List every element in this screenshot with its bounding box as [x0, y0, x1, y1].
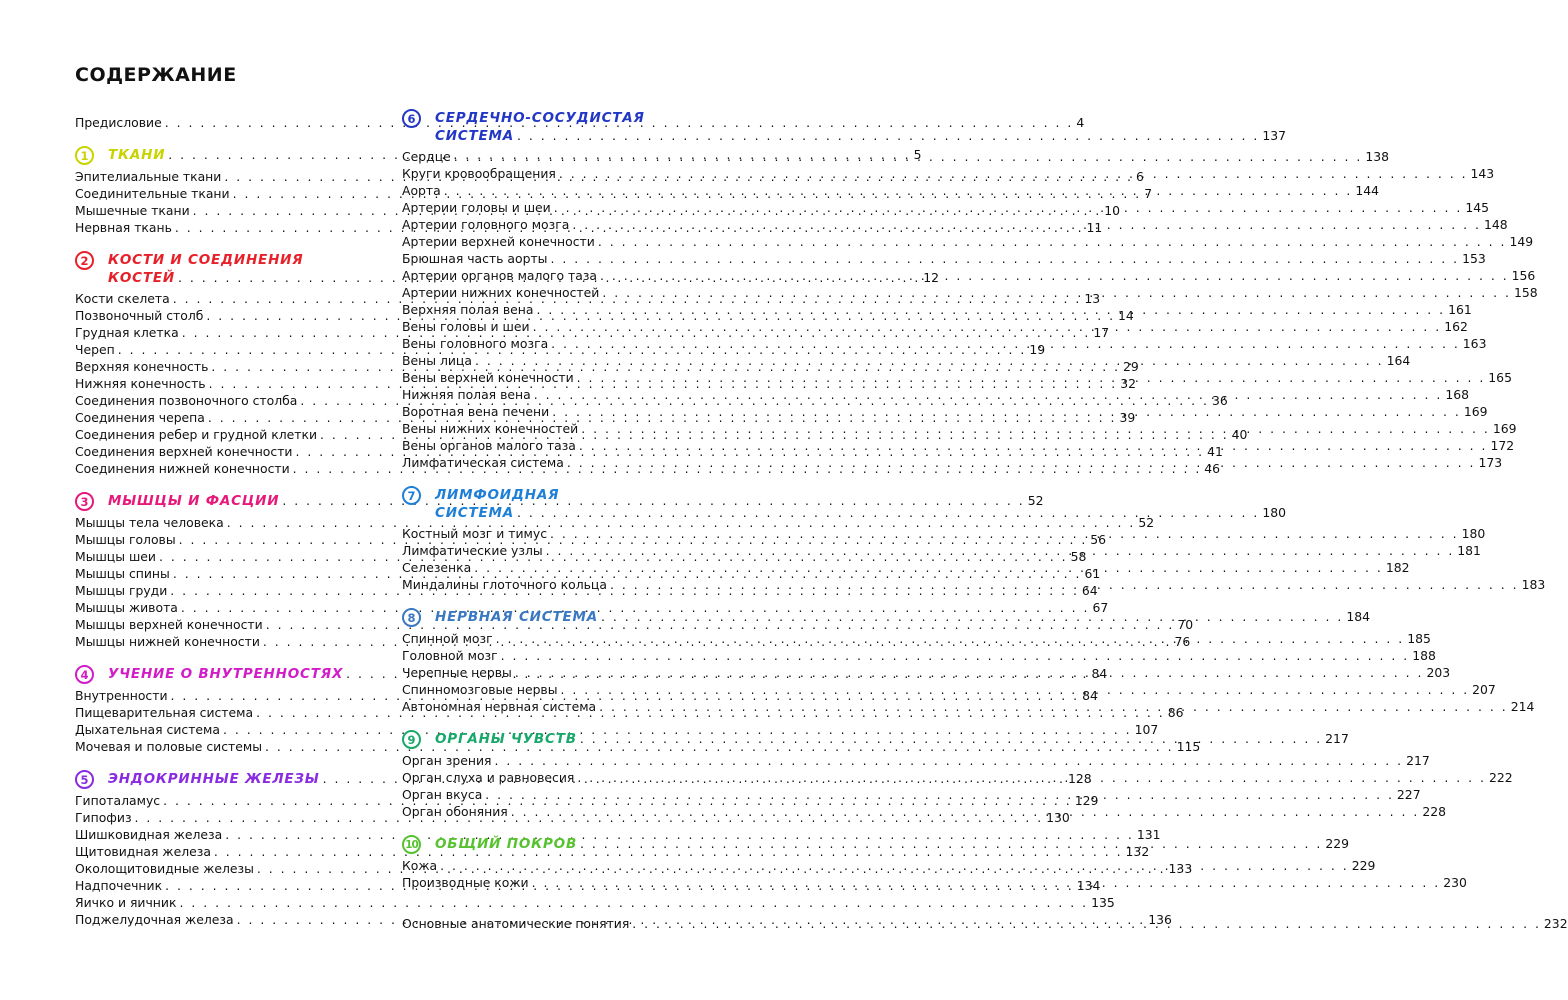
section-title: УЧЕНИЕ О ВНУТРЕННОСТЯХ — [108, 666, 344, 682]
entry-label: Нижняя полая вена — [402, 387, 531, 402]
entry-label: Нижняя конечность — [75, 376, 206, 391]
entry-label: Вены верхней конечности — [402, 370, 574, 385]
entry-label: Спинной мозг — [402, 631, 493, 646]
entry-label: Вены лица — [402, 353, 472, 368]
entry-label: Мышечные ткани — [75, 203, 190, 218]
entry-label: Мышцы шеи — [75, 549, 156, 564]
section-heading-line — [435, 109, 1286, 127]
entry-page: 227 — [1396, 787, 1421, 802]
section-heading-line — [435, 835, 1349, 853]
entry-page: 182 — [1385, 560, 1410, 575]
dot-leader — [536, 301, 1445, 318]
section-header[interactable] — [402, 109, 1287, 145]
entry-page: 232 — [1543, 916, 1568, 931]
entry-label: Вены головы и шеи — [402, 319, 530, 334]
entry-page: 188 — [1412, 648, 1436, 663]
entry-page: 61 — [1084, 566, 1101, 581]
section-heading-line — [435, 730, 1349, 748]
dot-leader — [444, 182, 1353, 199]
dot-leader — [599, 698, 1508, 715]
entry-page: 129 — [1074, 793, 1099, 808]
entry-label: Головной мозг — [402, 648, 498, 663]
dot-leader — [550, 525, 1459, 542]
entry-label: Надпочечник — [75, 878, 163, 893]
toc-entry[interactable] — [75, 514, 1155, 531]
entry-page: 56 — [1090, 532, 1107, 547]
entry-page: 145 — [1465, 200, 1489, 215]
entry-label: Черепные нервы — [402, 665, 512, 680]
dot-leader — [440, 857, 1349, 874]
entry-label: Спинномозговые нервы — [402, 682, 558, 697]
entry-page: 144 — [1355, 183, 1380, 198]
entry-label: Эпителиальные ткани — [75, 169, 222, 184]
section-page: 84 — [1091, 666, 1108, 681]
dot-leader — [554, 199, 1463, 216]
entry-page: 76 — [1174, 634, 1191, 649]
entry-label: Мышцы спины — [75, 566, 170, 581]
entry-label: Соединения позвоночного столба — [75, 393, 298, 408]
entry-label: Производные кожи — [402, 875, 529, 890]
entry-label: Орган вкуса — [402, 787, 483, 802]
entry-label: Внутренности — [75, 688, 168, 703]
entry-label: Верхняя конечность — [75, 359, 209, 374]
entry-label: Миндалины глоточного кольца — [402, 577, 607, 592]
entry-page: 162 — [1444, 319, 1468, 334]
entry-label: Череп — [75, 342, 115, 357]
section-title: ЛИМФОИДНАЯ — [435, 487, 560, 503]
entry-label: Мышцы живота — [75, 600, 178, 615]
entry-page: 64 — [1081, 583, 1098, 598]
toc-entry[interactable] — [75, 599, 1109, 616]
entry-page: 169 — [1463, 404, 1488, 419]
section-heading — [435, 835, 1349, 853]
toc-entry[interactable] — [402, 148, 1390, 165]
section-number-badge: 3 — [75, 492, 94, 511]
entry-label: Артерии головы и шеи — [402, 200, 551, 215]
entry-label: Грудная клетка — [75, 325, 179, 340]
section-title: КОСТИ И СОЕДИНЕНИЯ — [108, 252, 304, 268]
section-title: КОСТЕЙ — [108, 270, 175, 286]
entry-label: Орган зрения — [402, 753, 492, 768]
entry-label: Нервная ткань — [75, 220, 172, 235]
entry-label: Соединения нижней конечности — [75, 461, 290, 476]
entry-page: 13 — [1084, 291, 1101, 306]
entry-page: 52 — [1138, 515, 1155, 530]
entry-label: Артерии органов малого таза — [402, 268, 598, 283]
dot-leader — [496, 630, 1405, 647]
entry-page: 138 — [1365, 149, 1390, 164]
entry-page: 46 — [1204, 461, 1221, 476]
entry-page: 10 — [1104, 203, 1121, 218]
entry-label: Артерии нижних конечностей — [402, 285, 600, 300]
entry-page: 11 — [1086, 220, 1103, 235]
dot-leader — [581, 420, 1490, 437]
section-title: СИСТЕМА — [435, 128, 515, 144]
section-heading — [435, 486, 1286, 522]
entry-page: 17 — [1093, 325, 1110, 340]
dot-leader — [561, 681, 1470, 698]
section-title: МЫШЦЫ И ФАСЦИИ — [108, 493, 280, 509]
entry-label: Кожа — [402, 858, 438, 873]
entry-label: Мышцы верхней конечности — [75, 617, 263, 632]
entry-page: 217 — [1406, 753, 1430, 768]
dot-leader — [577, 769, 1486, 786]
section-title: ОБЩИЙ ПОКРОВ — [435, 836, 578, 852]
entry-label: Мочевая и половые системы — [75, 739, 262, 754]
toc-entry[interactable] — [402, 250, 1486, 267]
entry-label: Щитовидная железа — [75, 844, 211, 859]
entry-page: 172 — [1490, 438, 1515, 453]
entry-page: 158 — [1513, 285, 1538, 300]
dot-leader — [454, 148, 1363, 165]
entry-page: 143 — [1470, 166, 1495, 181]
entry-label: Селезенка — [402, 560, 472, 575]
entry-label: Орган обоняния — [402, 804, 508, 819]
entry-page: 181 — [1457, 543, 1481, 558]
entry-page: 207 — [1472, 682, 1496, 697]
section-number-badge: 9 — [402, 730, 421, 749]
entry-label: Мышцы груди — [75, 583, 168, 598]
section-page: 217 — [1325, 731, 1349, 746]
section-page: 128 — [1067, 771, 1092, 786]
dot-leader — [580, 730, 1322, 748]
entry-label: Мышцы тела человека — [75, 515, 224, 530]
dot-leader — [580, 835, 1322, 853]
entry-label: Шишковидная железа — [75, 827, 223, 842]
section-title: ТКАНИ — [108, 147, 166, 163]
section-number-badge: 1 — [75, 146, 94, 165]
entry-page: 185 — [1407, 631, 1431, 646]
section-title: СЕРДЕЧНО-СОСУДИСТАЯ — [435, 110, 645, 126]
entry-page: 133 — [1168, 861, 1193, 876]
entry-page: 29 — [1123, 359, 1139, 374]
entry-label: Аорта — [402, 183, 441, 198]
dot-leader — [552, 403, 1461, 420]
entry-page: 203 — [1426, 665, 1451, 680]
section-number-badge: 10 — [402, 835, 421, 854]
section-number-badge: 8 — [402, 608, 421, 627]
section-heading — [435, 109, 1286, 145]
section-title: ЭНДОКРИННЫЕ ЖЕЛЕЗЫ — [108, 771, 320, 787]
entry-label: Брюшная часть аорты — [402, 251, 548, 266]
entry-label: Соединения ребер и грудной клетки — [75, 427, 318, 442]
entry-label: Соединения верхней конечности — [75, 444, 293, 459]
entry-page: 132 — [1125, 844, 1150, 859]
entry-page: 136 — [1148, 912, 1172, 927]
section-title: ОРГАНЫ ЧУВСТВ — [435, 731, 577, 747]
entry-label: Мышцы нижней конечности — [75, 634, 260, 649]
section-title: СИСТЕМА — [435, 505, 515, 521]
entry-page: 161 — [1448, 302, 1472, 317]
section-title: НЕРВНАЯ СИСТЕМА — [435, 609, 598, 625]
entry-page: 148 — [1483, 217, 1508, 232]
entry-page: 39 — [1119, 410, 1136, 425]
section-number-badge: 2 — [75, 251, 94, 270]
dot-leader — [632, 915, 1541, 932]
section-page: 184 — [1346, 609, 1370, 624]
dot-leader — [494, 752, 1403, 769]
toc-entry[interactable] — [402, 752, 1430, 769]
toc-entry[interactable] — [402, 647, 1436, 664]
dot-leader — [515, 664, 1424, 681]
dot-leader — [551, 335, 1460, 352]
entry-page: 228 — [1422, 804, 1447, 819]
entry-label: Соединения черепа — [75, 410, 205, 425]
entry-page: 156 — [1511, 268, 1536, 283]
entry-page: 134 — [1076, 878, 1101, 893]
entry-page: 153 — [1462, 251, 1486, 266]
entry-label: Верхняя полая вена — [402, 302, 534, 317]
entry-label: Вены нижних конечностей — [402, 421, 579, 436]
entry-page: 130 — [1046, 810, 1070, 825]
section-number-badge: 6 — [402, 109, 421, 128]
entry-page: 214 — [1510, 699, 1535, 714]
entry-label: Кости скелета — [75, 291, 170, 306]
entry-page: 164 — [1386, 353, 1411, 368]
entry-page: 7 — [1144, 186, 1153, 201]
entry-page: 173 — [1478, 455, 1503, 470]
entry-page: 230 — [1443, 875, 1467, 890]
entry-page: 135 — [1091, 895, 1115, 910]
dot-leader — [532, 874, 1441, 891]
dot-leader — [501, 647, 1410, 664]
entry-page: 107 — [1134, 722, 1159, 737]
entry-label: Соединительные ткани — [75, 186, 230, 201]
entry-page: 222 — [1489, 770, 1513, 785]
section-page: 229 — [1325, 836, 1350, 851]
entry-label: Лимфатическая система — [402, 455, 564, 470]
entry-label: Артерии верхней конечности — [402, 234, 595, 249]
dot-leader — [550, 250, 1459, 267]
entry-page: 19 — [1029, 342, 1046, 357]
entry-label: Костный мозг и тимус — [402, 526, 548, 541]
section-number-badge: 7 — [402, 486, 421, 505]
entry-page: 70 — [1177, 617, 1194, 632]
toc-entry[interactable] — [75, 721, 1159, 738]
dot-leader — [546, 542, 1455, 559]
section-heading — [435, 608, 1370, 626]
section-page: 52 — [1027, 493, 1044, 508]
entry-page: 84 — [1082, 688, 1098, 703]
dot-leader — [517, 504, 1259, 522]
dot-leader — [579, 437, 1488, 454]
entry-label: Сердце — [402, 149, 451, 164]
entry-label: Орган слуха и равновесия — [402, 770, 575, 785]
entry-page: 41 — [1207, 444, 1223, 459]
entry-page: 6 — [1135, 169, 1144, 184]
dot-leader — [475, 352, 1384, 369]
entry-page: 36 — [1212, 393, 1228, 408]
entry-page: 229 — [1351, 858, 1376, 873]
entry-label: Вены органов малого таза — [402, 438, 576, 453]
dot-leader — [511, 803, 1420, 820]
toc-entry[interactable] — [75, 826, 1161, 843]
dot-leader — [559, 165, 1468, 182]
dot-leader — [601, 608, 1343, 626]
entry-label: Околощитовидные железы — [75, 861, 254, 876]
toc-entry[interactable] — [402, 182, 1380, 199]
dot-leader — [598, 233, 1507, 250]
entry-page: 115 — [1176, 739, 1201, 754]
entry-page: 32 — [1120, 376, 1137, 391]
entry-label: Пищеварительная система — [75, 705, 254, 720]
entry-page: 67 — [1092, 600, 1109, 615]
entry-label: Яичко и яичник — [75, 895, 177, 910]
dot-leader — [517, 127, 1259, 145]
toc-entry[interactable] — [75, 894, 1115, 911]
entry-page: 4 — [1076, 115, 1085, 130]
entry-page: 131 — [1136, 827, 1161, 842]
entry-page: 58 — [1070, 549, 1087, 564]
dot-leader — [602, 284, 1511, 301]
section-heading — [435, 730, 1349, 748]
section-page: 180 — [1262, 505, 1287, 520]
entry-label: Лимфатические узлы — [402, 543, 543, 558]
entry-page: 165 — [1488, 370, 1512, 385]
entry-page: 180 — [1461, 526, 1486, 541]
section-heading-line — [435, 127, 1286, 145]
dot-leader — [485, 786, 1394, 803]
entry-page: 14 — [1118, 308, 1134, 323]
section-number-badge: 5 — [75, 770, 94, 789]
entry-label: Вены головного мозга — [402, 336, 549, 351]
entry-label: Артерии головного мозга — [402, 217, 570, 232]
entry-label: Основные анатомические понятия — [402, 916, 630, 931]
entry-label: Предисловие — [75, 115, 162, 130]
toc-entry[interactable] — [402, 233, 1534, 250]
entry-label: Круги кровообращения — [402, 166, 556, 181]
dot-leader — [610, 576, 1519, 593]
section-heading-line — [435, 486, 1286, 504]
entry-label: Дыхательная система — [75, 722, 220, 737]
entry-label: Гипоталамус — [75, 793, 161, 808]
dot-leader — [577, 369, 1486, 386]
dot-leader — [534, 386, 1443, 403]
entry-page: 163 — [1462, 336, 1487, 351]
entry-page: 40 — [1231, 427, 1248, 442]
entry-page: 168 — [1445, 387, 1469, 402]
dot-leader — [533, 318, 1442, 335]
section-page: 137 — [1262, 128, 1287, 143]
entry-label: Поджелудочная железа — [75, 912, 234, 927]
dot-leader — [600, 267, 1509, 284]
section-heading-line — [435, 608, 1370, 626]
entry-label: Мышцы головы — [75, 532, 176, 547]
entry-page: 169 — [1492, 421, 1517, 436]
toc-entry[interactable] — [402, 165, 1495, 182]
entry-page: 86 — [1167, 705, 1184, 720]
entry-label: Воротная вена печени — [402, 404, 550, 419]
section-page: 5 — [913, 147, 922, 162]
entry-label: Автономная нервная система — [402, 699, 597, 714]
dot-leader — [567, 454, 1476, 471]
section-number-badge: 4 — [75, 665, 94, 684]
dot-leader — [572, 216, 1481, 233]
page-title: СОДЕРЖАНИЕ — [75, 64, 237, 86]
dot-leader — [474, 559, 1383, 576]
entry-label: Гипофиз — [75, 810, 132, 825]
entry-page: 149 — [1509, 234, 1534, 249]
section-heading-line — [435, 504, 1286, 522]
entry-page: 183 — [1521, 577, 1546, 592]
entry-label: Позвоночный столб — [75, 308, 204, 323]
section-page: 12 — [923, 270, 940, 285]
